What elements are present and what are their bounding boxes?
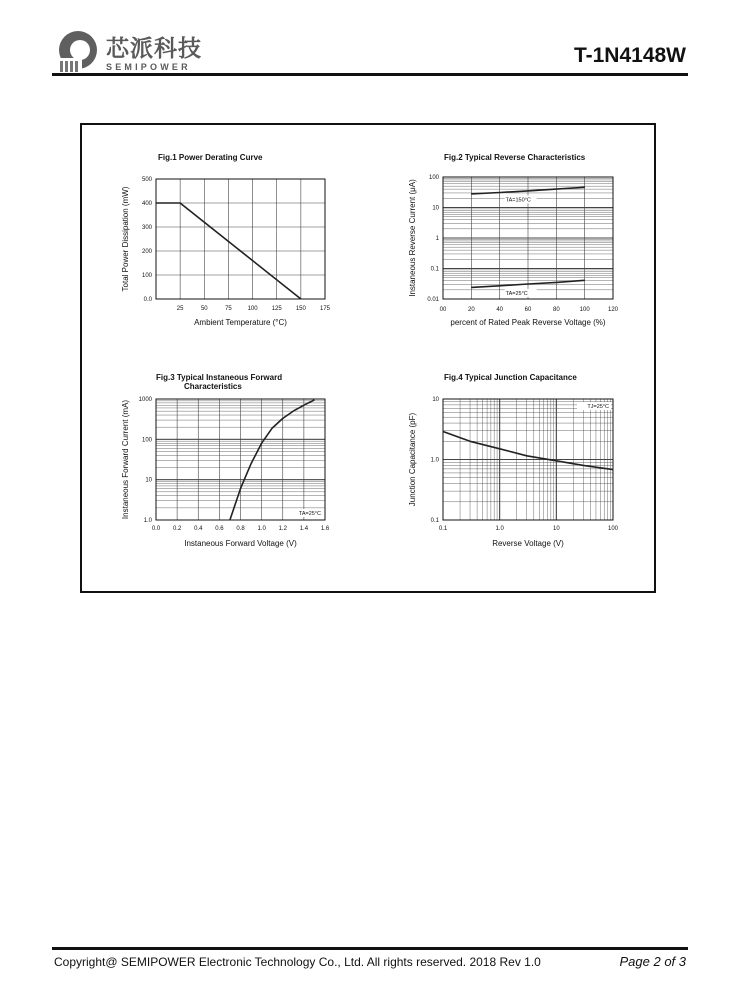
fig2-y-tick-label: 10 [432,205,439,212]
fig3-y-tick-label: 100 [141,437,152,444]
page-header [0,0,738,90]
fig2-title: Fig.2 Typical Reverse Characteristics [444,153,586,162]
page-number: Page 2 of 3 [619,954,686,969]
fig3-title-line2: Characteristics [184,382,242,391]
charts-canvas [82,125,654,591]
fig1-y-tick-label: 400 [141,201,152,207]
fig2-x-tick-label: 40 [496,307,504,313]
fig2-series-label: TA=25°C [505,290,528,297]
fig1-x-tick-label: 50 [200,306,208,312]
fig4-y-tick-label: 0.1 [430,518,439,524]
fig4-title: Fig.4 Typical Junction Capacitance [444,373,577,382]
fig2-x-tick-label: 120 [607,307,619,313]
fig4-y-tick-label: 1.0 [430,457,439,464]
figures-frame [80,123,656,593]
fig2-series-label: TA=150°C [505,197,531,204]
fig2-y-tick-label: 1 [435,236,439,242]
fig3-x-tick-label: 0.6 [215,526,224,532]
fig3-title-line1: Fig.3 Typical Instaneous Forward [156,373,283,382]
fig4-x-axis-label: Reverse Voltage (V) [492,539,564,548]
fig1-y-tick-label: 300 [141,225,152,231]
fig1-y-tick-label: 0.0 [143,297,152,303]
fig4-y-tick-label: 10 [432,397,439,403]
footer-divider [52,947,688,950]
fig4-y-axis-label: Junction Capacitance (pF) [408,412,417,507]
fig3-y-tick-label: 10 [145,477,152,484]
header-divider [52,73,688,76]
fig2-y-tick-label: 100 [428,175,439,181]
fig1-y-tick-label: 500 [141,177,152,183]
fig1-y-tick-label: 200 [141,249,152,255]
document-title: T-1N4148W [573,44,686,67]
fig3-x-tick-label: 0.8 [236,526,245,532]
fig4-x-tick-label: 0.1 [438,526,448,532]
fig1-plot-border [156,179,325,299]
fig4-x-tick-label: 1.0 [495,526,504,532]
fig1-x-tick-label: 75 [225,306,232,312]
fig3-x-tick-label: 1.6 [320,526,330,532]
fig3-x-tick-label: 1.4 [299,526,309,532]
fig1-x-axis-label: Ambient Temperature (°C) [194,318,287,327]
fig1-x-tick-label: 175 [319,306,331,312]
fig3-y-tick-label: 1000 [138,397,152,403]
fig1-title: Fig.1 Power Derating Curve [158,153,263,162]
fig2-y-axis-label: Instaneous Reverse Current (μA) [408,179,417,297]
fig2-x-tick-label: 100 [579,307,590,313]
fig2-x-tick-label: 20 [467,307,475,313]
fig3-x-tick-label: 0.4 [194,526,203,532]
fig2-x-tick-label: 60 [524,307,532,313]
fig2-y-tick-label: 0.1 [430,266,439,273]
fig2-x-tick-label: 80 [552,307,560,313]
fig1-y-tick-label: 100 [141,273,152,279]
fig4-x-tick-label: 100 [607,526,619,532]
fig3-y-axis-label: Instaneous Forward Current (mA) [121,399,130,520]
copyright-text: Copyright@ SEMIPOWER Electronic Technology Co., Ltd. All rights reserved. 2018 Rev 1.0 [54,955,541,969]
fig3-x-tick-label: 1.2 [278,526,287,532]
fig4-x-tick-label: 10 [552,526,560,532]
fig4-annotation: TJ=25°C [587,404,609,410]
fig3-x-axis-label: Instaneous Forward Voltage (V) [184,539,297,548]
fig1-x-tick-label: 125 [271,306,282,312]
fig3-x-tick-label: 0.0 [151,526,161,532]
fig2-x-axis-label: percent of Rated Peak Reverse Voltage (%) [450,318,606,327]
brand-name-chinese: 芯派科技 [106,36,202,62]
fig3-y-tick-label: 1.0 [143,518,152,524]
fig3-x-tick-label: 1.0 [257,526,266,532]
fig2-x-tick-label: 00 [439,307,447,313]
fig2-y-tick-label: 0.01 [427,297,439,303]
fig1-x-tick-label: 150 [295,306,306,312]
fig3-annotation: TA=25°C [298,511,321,517]
fig1-x-tick-label: 100 [247,306,258,312]
fig3-series-line [230,400,315,520]
brand-name-english: SEMIPOWER [106,62,191,72]
fig3-x-tick-label: 0.2 [172,526,182,532]
fig1-y-axis-label: Total Power Dissipation (mW) [121,186,130,292]
fig4-series-line [443,432,613,470]
fig1-x-tick-label: 25 [176,306,184,312]
